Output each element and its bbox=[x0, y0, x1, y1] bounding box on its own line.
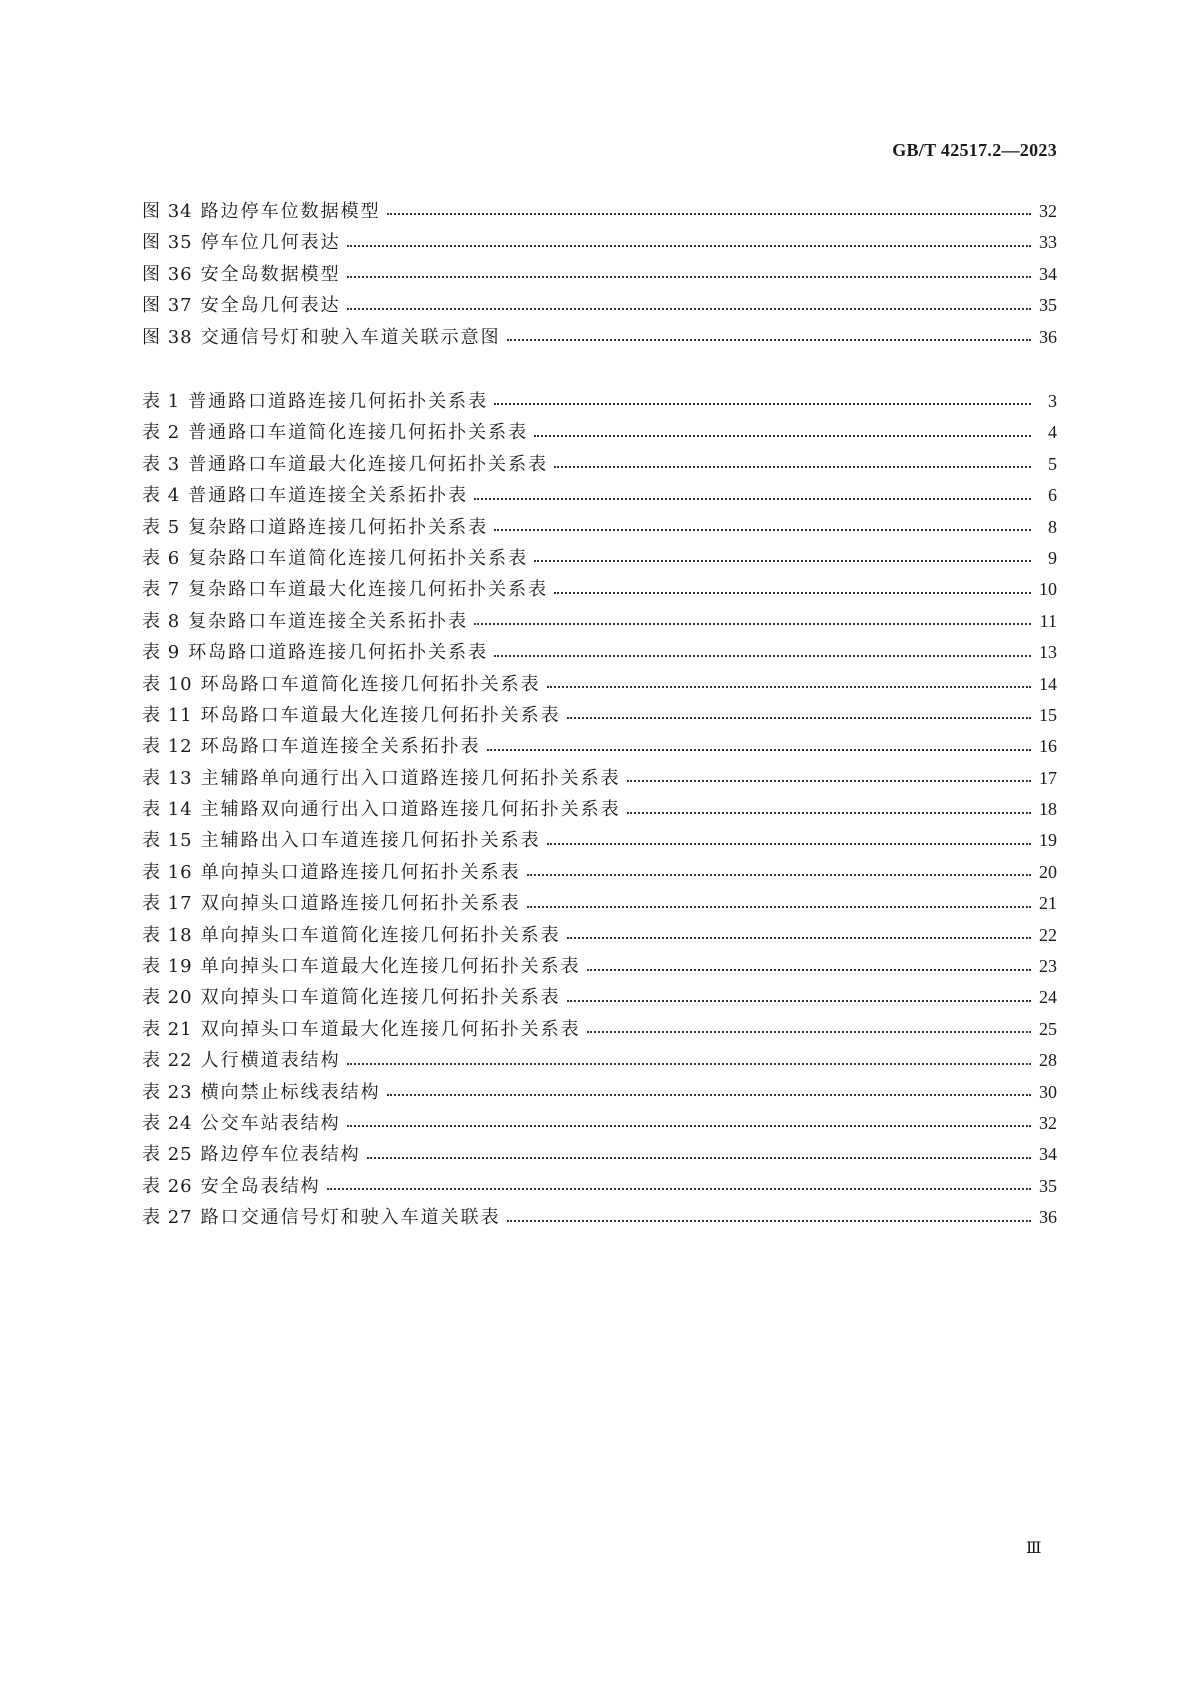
table-label: 表 23 bbox=[142, 1081, 193, 1103]
table-title: 路边停车位表结构 bbox=[200, 1144, 361, 1166]
dot-leader bbox=[527, 895, 1031, 913]
page-number: 25 bbox=[1039, 1018, 1057, 1039]
table-title: 横向禁止标线表结构 bbox=[200, 1081, 381, 1103]
dot-leader bbox=[547, 832, 1031, 850]
table-label: 表 4 bbox=[142, 485, 181, 507]
figure-title: 路边停车位数据模型 bbox=[200, 201, 381, 222]
page-number: 4 bbox=[1048, 422, 1057, 443]
table-title: 人行横道表结构 bbox=[200, 1050, 341, 1072]
dot-leader bbox=[627, 801, 1031, 819]
dot-leader bbox=[367, 1146, 1031, 1164]
table-label: 表 12 bbox=[142, 736, 193, 758]
page-number: 22 bbox=[1039, 924, 1057, 945]
dot-leader bbox=[567, 707, 1031, 725]
table-toc-entry[interactable] bbox=[142, 731, 1057, 762]
page-number: 3 bbox=[1048, 391, 1057, 411]
table-label: 表 5 bbox=[142, 516, 181, 538]
table-title: 主辅路出入口车道连接几何拓扑关系表 bbox=[200, 830, 541, 852]
table-title: 公交车站表结构 bbox=[200, 1112, 341, 1134]
table-title: 主辅路单向通行出入口道路连接几何拓扑关系表 bbox=[200, 767, 621, 789]
table-title: 双向掉头口道路连接几何拓扑关系表 bbox=[200, 893, 521, 915]
page-number: 16 bbox=[1039, 736, 1057, 757]
dot-leader bbox=[507, 328, 1031, 346]
table-title: 双向掉头口车道最大化连接几何拓扑关系表 bbox=[200, 1018, 581, 1040]
page-number: 23 bbox=[1039, 956, 1057, 977]
page-number: 20 bbox=[1039, 861, 1057, 882]
dot-leader bbox=[587, 1021, 1031, 1039]
figure-list bbox=[142, 196, 1057, 353]
dot-leader bbox=[567, 926, 1031, 944]
table-label: 表 13 bbox=[142, 767, 193, 789]
table-toc-entry[interactable] bbox=[142, 669, 1057, 700]
page-number: 14 bbox=[1039, 673, 1057, 694]
dot-leader bbox=[327, 1177, 1031, 1195]
table-label: 表 25 bbox=[142, 1144, 193, 1166]
table-toc-entry[interactable] bbox=[142, 543, 1057, 574]
table-label: 表 2 bbox=[142, 422, 181, 444]
table-title: 复杂路口车道连接全关系拓扑表 bbox=[188, 610, 469, 632]
dot-leader bbox=[347, 265, 1031, 283]
table-title: 普通路口车道连接全关系拓扑表 bbox=[188, 485, 469, 507]
table-toc-entry[interactable] bbox=[142, 386, 1057, 417]
table-label: 表 24 bbox=[142, 1112, 193, 1134]
page-number: 34 bbox=[1039, 1144, 1057, 1165]
page-number: 35 bbox=[1039, 295, 1057, 316]
table-toc-entry[interactable] bbox=[142, 1014, 1057, 1045]
table-label: 表 15 bbox=[142, 830, 193, 852]
page-number: 32 bbox=[1039, 201, 1057, 221]
figure-title: 安全岛几何表达 bbox=[200, 295, 341, 317]
page-number: 8 bbox=[1048, 516, 1057, 537]
table-toc-entry[interactable] bbox=[142, 982, 1057, 1013]
table-toc-entry[interactable] bbox=[142, 951, 1057, 982]
table-toc-entry[interactable] bbox=[142, 763, 1057, 794]
dot-leader bbox=[534, 550, 1031, 568]
dot-leader bbox=[347, 234, 1031, 252]
table-title: 复杂路口道路连接几何拓扑关系表 bbox=[188, 516, 489, 538]
table-label: 表 1 bbox=[142, 391, 181, 412]
dot-leader bbox=[474, 612, 1031, 630]
figure-label: 图 38 bbox=[142, 326, 193, 348]
table-label: 表 7 bbox=[142, 579, 181, 601]
page-number: 32 bbox=[1039, 1112, 1057, 1133]
table-label: 表 17 bbox=[142, 893, 193, 915]
dot-leader bbox=[387, 1083, 1031, 1101]
table-toc-entry[interactable] bbox=[142, 1045, 1057, 1076]
table-toc-entry[interactable] bbox=[142, 1077, 1057, 1108]
table-title: 普通路口道路连接几何拓扑关系表 bbox=[188, 391, 489, 412]
dot-leader bbox=[547, 675, 1031, 693]
page-number: 9 bbox=[1048, 547, 1057, 568]
table-label: 表 3 bbox=[142, 453, 181, 475]
table-toc-entry[interactable] bbox=[142, 700, 1057, 731]
table-label: 表 26 bbox=[142, 1175, 193, 1197]
dot-leader bbox=[347, 297, 1031, 315]
figure-label: 图 34 bbox=[142, 201, 193, 222]
table-toc-entry[interactable] bbox=[142, 1139, 1057, 1170]
table-label: 表 21 bbox=[142, 1018, 193, 1040]
dot-leader bbox=[627, 769, 1031, 787]
dot-leader bbox=[494, 644, 1031, 662]
figure-label: 图 36 bbox=[142, 263, 193, 285]
page-number: 13 bbox=[1039, 642, 1057, 663]
table-toc-entry[interactable] bbox=[142, 574, 1057, 605]
page-number: 36 bbox=[1039, 1207, 1057, 1228]
figure-toc-entry[interactable] bbox=[142, 227, 1057, 258]
dot-leader bbox=[494, 518, 1031, 536]
table-label: 表 19 bbox=[142, 956, 193, 978]
table-label: 表 16 bbox=[142, 861, 193, 883]
table-label: 表 8 bbox=[142, 610, 181, 632]
table-toc-entry[interactable] bbox=[142, 512, 1057, 543]
table-title: 环岛路口车道最大化连接几何拓扑关系表 bbox=[200, 704, 561, 726]
table-toc-entry[interactable] bbox=[142, 637, 1057, 668]
figure-toc-entry[interactable] bbox=[142, 259, 1057, 290]
dot-leader bbox=[487, 738, 1031, 756]
figure-label: 图 35 bbox=[142, 232, 193, 254]
dot-leader bbox=[507, 1209, 1031, 1227]
table-title: 安全岛表结构 bbox=[200, 1175, 321, 1197]
table-title: 普通路口车道最大化连接几何拓扑关系表 bbox=[188, 453, 549, 475]
table-label: 表 11 bbox=[142, 704, 193, 726]
dot-leader bbox=[587, 958, 1031, 976]
table-title: 单向掉头口车道简化连接几何拓扑关系表 bbox=[200, 924, 561, 946]
table-toc-entry[interactable] bbox=[142, 449, 1057, 480]
table-toc-entry[interactable] bbox=[142, 920, 1057, 951]
table-toc-entry[interactable] bbox=[142, 794, 1057, 825]
table-toc-entry[interactable] bbox=[142, 825, 1057, 856]
table-title: 环岛路口道路连接几何拓扑关系表 bbox=[188, 642, 489, 664]
figure-toc-entry[interactable] bbox=[142, 290, 1057, 321]
page-number: 36 bbox=[1039, 326, 1057, 347]
figure-title: 安全岛数据模型 bbox=[200, 263, 341, 285]
dot-leader bbox=[527, 864, 1031, 882]
page-number: 15 bbox=[1039, 704, 1057, 725]
page-folio: Ⅲ bbox=[1026, 1540, 1042, 1557]
page-number: 17 bbox=[1039, 767, 1057, 788]
table-list bbox=[142, 386, 1057, 1234]
page-number: 28 bbox=[1039, 1050, 1057, 1071]
dot-leader bbox=[347, 1052, 1031, 1070]
dot-leader bbox=[347, 1115, 1031, 1133]
figure-label: 图 37 bbox=[142, 295, 193, 317]
figure-title: 交通信号灯和驶入车道关联示意图 bbox=[200, 326, 501, 348]
table-label: 表 9 bbox=[142, 642, 181, 664]
table-toc-entry[interactable] bbox=[142, 888, 1057, 919]
dot-leader bbox=[534, 424, 1031, 442]
table-title: 主辅路双向通行出入口道路连接几何拓扑关系表 bbox=[200, 799, 621, 821]
table-title: 环岛路口车道简化连接几何拓扑关系表 bbox=[200, 673, 541, 695]
dot-leader bbox=[494, 393, 1031, 411]
page-number: 11 bbox=[1039, 610, 1057, 631]
table-toc-entry[interactable] bbox=[142, 480, 1057, 511]
dot-leader bbox=[474, 487, 1031, 505]
page-number: 21 bbox=[1039, 893, 1057, 914]
page-number: 33 bbox=[1039, 232, 1057, 253]
table-label: 表 10 bbox=[142, 673, 193, 695]
figure-toc-entry[interactable] bbox=[142, 196, 1057, 227]
dot-leader bbox=[554, 581, 1031, 599]
table-toc-entry[interactable] bbox=[142, 1108, 1057, 1139]
figure-toc-entry[interactable] bbox=[142, 322, 1057, 353]
table-title: 环岛路口车道连接全关系拓扑表 bbox=[200, 736, 481, 758]
table-label: 表 20 bbox=[142, 987, 193, 1009]
table-label: 表 18 bbox=[142, 924, 193, 946]
table-title: 单向掉头口道路连接几何拓扑关系表 bbox=[200, 861, 521, 883]
page-number: 5 bbox=[1048, 453, 1057, 474]
table-toc-entry[interactable] bbox=[142, 417, 1057, 448]
page-number: 24 bbox=[1039, 987, 1057, 1008]
table-title: 复杂路口车道简化连接几何拓扑关系表 bbox=[188, 547, 529, 569]
table-title: 普通路口车道简化连接几何拓扑关系表 bbox=[188, 422, 529, 444]
dot-leader bbox=[567, 989, 1031, 1007]
table-label: 表 27 bbox=[142, 1207, 193, 1229]
dot-leader bbox=[387, 203, 1031, 221]
table-title: 双向掉头口车道简化连接几何拓扑关系表 bbox=[200, 987, 561, 1009]
figure-title: 停车位几何表达 bbox=[200, 232, 341, 254]
table-label: 表 14 bbox=[142, 799, 193, 821]
page-number: 34 bbox=[1039, 263, 1057, 284]
page-number: 10 bbox=[1039, 579, 1057, 600]
table-title: 路口交通信号灯和驶入车道关联表 bbox=[200, 1207, 501, 1229]
table-title: 复杂路口车道最大化连接几何拓扑关系表 bbox=[188, 579, 549, 601]
page-number: 6 bbox=[1048, 485, 1057, 506]
standard-code: GB/T 42517.2—2023 bbox=[892, 140, 1057, 160]
table-title: 单向掉头口车道最大化连接几何拓扑关系表 bbox=[200, 956, 581, 978]
table-toc-entry[interactable] bbox=[142, 1202, 1057, 1233]
page-number: 30 bbox=[1039, 1081, 1057, 1102]
page-number: 35 bbox=[1039, 1175, 1057, 1196]
page-number: 19 bbox=[1039, 830, 1057, 851]
table-toc-entry[interactable] bbox=[142, 1171, 1057, 1202]
table-label: 表 6 bbox=[142, 547, 181, 569]
page-number: 18 bbox=[1039, 799, 1057, 820]
table-toc-entry[interactable] bbox=[142, 857, 1057, 888]
table-label: 表 22 bbox=[142, 1050, 193, 1072]
dot-leader bbox=[554, 455, 1031, 473]
table-toc-entry[interactable] bbox=[142, 606, 1057, 637]
